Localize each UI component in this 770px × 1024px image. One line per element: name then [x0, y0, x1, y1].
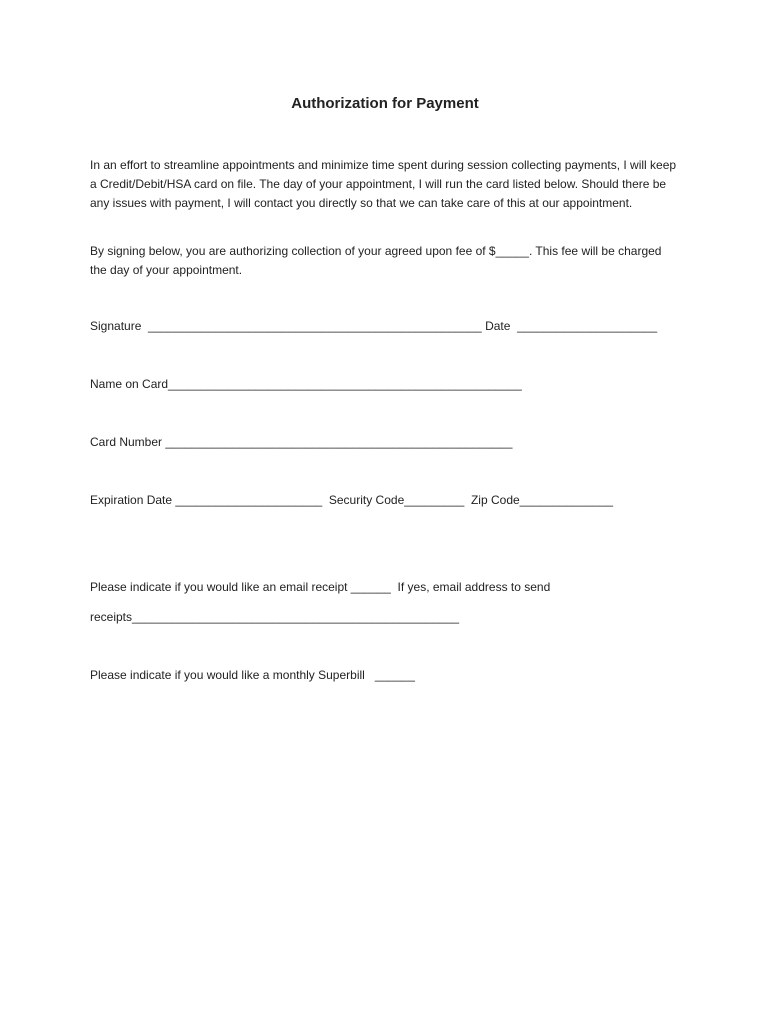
email-receipt-line[interactable]: Please indicate if you would like an email receipt ______ If yes, email address to send: [90, 580, 551, 594]
card-number-line[interactable]: Card Number ____________________________________________________: [90, 435, 513, 449]
intro-paragraph: In an effort to streamline appointments and minimize time spent during session collecting payments, I will keep a Credit/Debit/HSA card on file. The day of your appointment, I will run the card listed below. Should there be any issues with payment, I will contact you directly so that we can take care of this at our appointment.: [90, 158, 677, 210]
page-title: Authorization for Payment: [291, 95, 479, 112]
fee-paragraph: By signing below, you are authorizing collection of your agreed upon fee of $_____. This fee will be charged the day of your appointment.: [90, 244, 662, 277]
signature-date-line[interactable]: Signature __________________________________________________ Date _____________________: [90, 319, 658, 333]
name-on-card-line[interactable]: Name on Card_____________________________________________________: [90, 377, 522, 391]
superbill-line[interactable]: Please indicate if you would like a monthly Superbill ______: [90, 668, 415, 682]
receipts-email-line[interactable]: receipts_________________________________________________: [90, 610, 460, 624]
expiration-security-zip-line[interactable]: Expiration Date ______________________ Security Code_________ Zip Code______________: [90, 493, 614, 507]
